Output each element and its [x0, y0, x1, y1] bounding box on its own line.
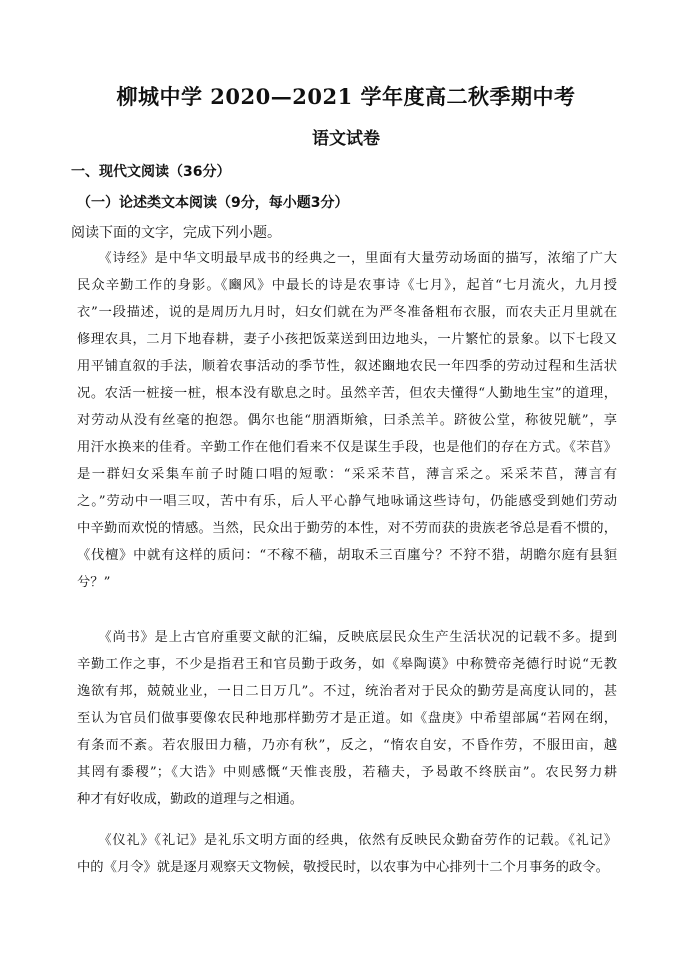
text-line: 兮？” [77, 575, 111, 590]
text-line: 用汗水换来的佳肴。辛勤工作在他们看来不仅是谋生手段，也是他们的存在方式。《芣苢》 [77, 440, 617, 455]
text-line: 《尚书》是上古官府重要文献的汇编，反映底层民众生产生活状况的记载不多。提到 [77, 630, 617, 645]
text-line: 是一群妇女采集车前子时随口唱的短歌：“采采芣苢，薄言采之。采采芣苢，薄言有 [77, 467, 617, 482]
section-heading: 一、现代文阅读（36分） [71, 164, 231, 180]
text-line: 其罔有黍稷”；《大诰》中则感慨“天惟丧殷，若穑夫，予曷敢不终朕亩”。农民努力耕 [77, 765, 617, 780]
reading-instructions: 阅读下面的文字，完成下列小题。 [71, 225, 281, 241]
paragraph-shangshu [77, 624, 617, 813]
text-line: 之。”劳动中一唱三叹，苦中有乐，后人平心静气地咏诵这些诗句，仍能感受到她们劳动 [77, 494, 617, 509]
paragraph-yili-liji [77, 827, 617, 881]
text-line: 对劳动从没有丝毫的抱怨。偶尔也能“朋酒斯飨，曰杀羔羊。跻彼公堂，称彼兕觥”，享 [77, 413, 617, 428]
text-line: 至认为官员们做事要像农民种地那样勤劳才是正道。如《盘庚》中希望部属“若网在纲， [77, 711, 617, 726]
text-line: 有条而不紊。若农服田力穑，乃亦有秋”，反之，“惰农自安，不昏作劳，不服田亩，越 [77, 738, 617, 753]
text-line: 逸欲有邦，兢兢业业，一日二日万几”。不过，统治者对于民众的勤劳是高度认同的，甚 [77, 684, 617, 699]
text-line: 用平铺直叙的手法，顺着农事活动的季节性，叙述豳地农民一年四季的劳动过程和生活状 [77, 359, 617, 374]
text-line: 况。农活一桩接一桩，根本没有歇息之时。虽然辛苦，但农夫懂得“人勤地生宝”的道理， [77, 386, 617, 401]
text-line: 修理农具，二月下地春耕，妻子小孩把饭菜送到田边地头，一片繁忙的景象。以下七段又 [77, 332, 617, 347]
text-line: 《诗经》是中华文明最早成书的经典之一，里面有大量劳动场面的描写，浓缩了广大 [77, 251, 617, 266]
text-line: 《仪礼》《礼记》是礼乐文明方面的经典，依然有反映民众勤奋劳作的记载。《礼记》 [77, 833, 617, 848]
exam-subject: 语文试卷 [312, 129, 380, 149]
subsection-heading: （一）论述类文本阅读（9分，每小题3分） [77, 195, 349, 211]
text-line: 种才有好收成，勤政的道理与之相通。 [77, 792, 304, 807]
text-line: 衣”一段描述，说的是周历九月时，妇女们就在为严冬准备粗布衣服，而农夫正月里就在 [77, 305, 617, 320]
text-line: 《伐檀》中就有这样的质问：“不稼不穑，胡取禾三百廛兮？不狩不猎，胡瞻尔庭有县貆 [77, 548, 617, 563]
paragraph-shijing [77, 245, 617, 596]
text-line: 民众辛勤工作的身影。《豳风》中最长的诗是农事诗《七月》，起首“七月流火，九月授 [77, 278, 617, 293]
exam-title: 柳城中学 2020—2021 学年度高二秋季期中考 [116, 84, 576, 109]
text-line: 中辛勤而欢悦的情感。当然，民众出于勤劳的本性，对不劳而获的贵族老爷总是看不惯的， [77, 521, 617, 536]
text-line: 辛勤工作之事，不少是指君王和官员勤于政务，如《皋陶谟》中称赞帝尧德行时说“无教 [77, 657, 617, 672]
text-line: 中的《月令》就是逐月观察天文物候，敬授民时，以农事为中心排列十二个月事务的政令。 [77, 860, 609, 875]
